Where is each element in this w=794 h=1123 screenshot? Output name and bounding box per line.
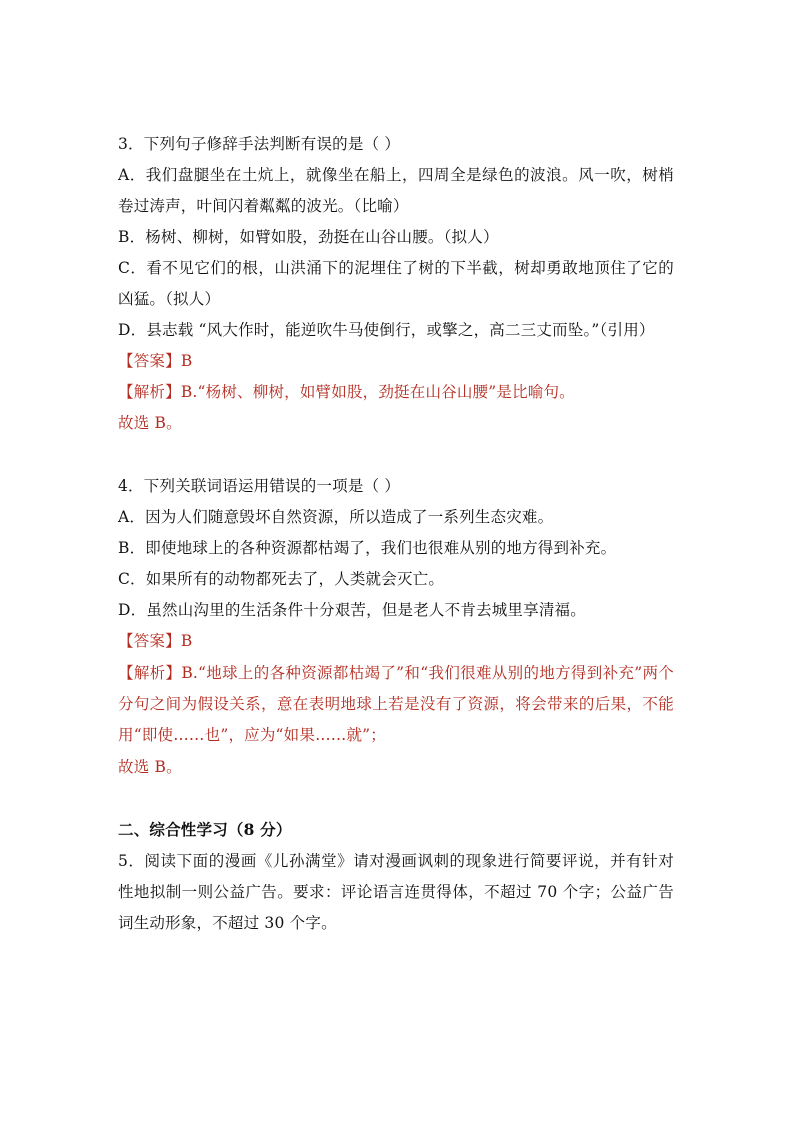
answer-tag: 【答案】: [118, 632, 181, 650]
answer-value: B: [180, 352, 193, 370]
q4-stem: 4．下列关联词语运用错误的一项是（ ）: [118, 477, 401, 495]
analysis-tag: 【解析】: [118, 664, 182, 682]
q3-option-c-line2: 凶猛。（拟人）: [118, 290, 221, 308]
q4-conclusion: 故选 B。: [118, 758, 182, 776]
q4-analysis-line1: [118, 663, 674, 683]
q5-line1: 5．阅读下面的漫画《儿孙满堂》请对漫画讽刺的现象进行简要评说，并有针对: [118, 852, 674, 870]
section-heading: 二、综合性学习（8 分）: [118, 820, 292, 839]
q3-analysis: [118, 382, 575, 402]
q4-analysis-line3: 用“即使……也”，应为“如果……就”；: [118, 726, 386, 744]
q4-option-c: C．如果所有的动物都死去了，人类就会灭亡。: [118, 570, 445, 588]
analysis-text: B.“杨树、柳树，如臂如股，劲挺在山谷山腰”是比喻句。: [180, 383, 575, 401]
q4-option-a: A．因为人们随意毁坏自然资源，所以造成了一系列生态灾难。: [118, 508, 554, 526]
q4-option-d: D．虽然山沟里的生活条件十分艰苦，但是老人不肯去城里享清福。: [118, 601, 586, 619]
q4-answer: [118, 631, 192, 651]
q5-line2: 性地拟制一则公益广告。要求：评论语言连贯得体，不超过 70 个字；公益广告: [118, 883, 674, 901]
answer-value: B: [180, 632, 193, 650]
analysis-tag: 【解析】: [118, 383, 181, 401]
analysis-text: B.“地球上的各种资源都枯竭了”和“我们很难从别的地方得到补充”两个: [181, 664, 674, 682]
q3-option-a-line1: A．我们盘腿坐在土炕上，就像坐在船上，四周全是绿色的波浪。风一吹，树梢: [118, 166, 674, 184]
q3-conclusion: 故选 B。: [118, 414, 182, 432]
q3-option-c-line1: C．看不见它们的根，山洪涌下的泥埋住了树的下半截，树却勇敢地顶住了它的: [118, 259, 674, 277]
q3-option-b: B．杨树、柳树，如臂如股，劲挺在山谷山腰。（拟人）: [118, 228, 499, 246]
answer-tag: 【答案】: [118, 352, 181, 370]
q3-answer: [118, 351, 192, 371]
q4-analysis-line2: 分句之间为假设关系，意在表明地球上若是没有了资源，将会带来的后果，不能: [118, 695, 674, 713]
document-page: [118, 0, 678, 1123]
q4-option-b: B．即使地球上的各种资源都枯竭了，我们也很难从别的地方得到补充。: [118, 539, 617, 557]
q3-stem: 3．下列句子修辞手法判断有误的是（ ）: [118, 135, 401, 153]
q3-option-a-line2: 卷过涛声，叶间闪着粼粼的波光。（比喻）: [118, 197, 409, 215]
q3-option-d: D．县志载 “风大作时，能逆吹牛马使倒行，或擎之，高二三丈而坠。”（引用）: [118, 321, 655, 339]
q5-line3: 词生动形象，不超过 30 个字。: [118, 914, 337, 932]
